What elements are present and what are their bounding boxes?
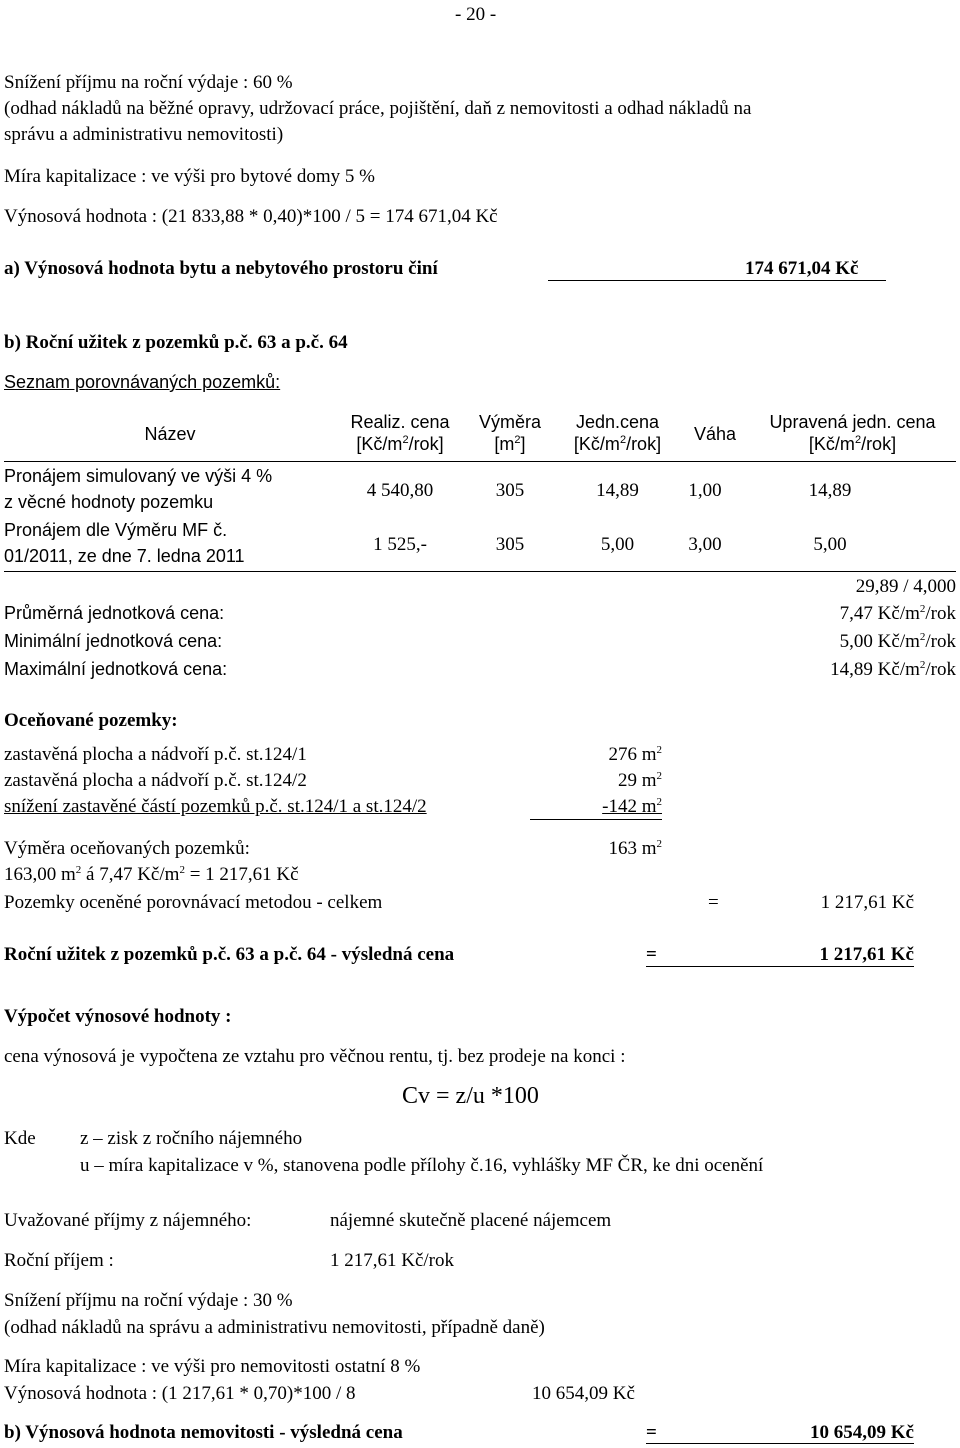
stat-min-label: Minimální jednotková cena: xyxy=(4,631,223,651)
capitalization-rate-line: Míra kapitalizace : ve výši pro bytové domy 5 % xyxy=(4,166,375,187)
section-b-result-value: 1 217,61 Kč xyxy=(819,944,914,965)
page-number: - 20 - xyxy=(455,4,497,25)
result-a-label: a) Výnosová hodnota bytu a nebytového prostoru činí xyxy=(4,258,438,279)
row1-name-line2: z věcné hodnoty pozemku xyxy=(4,492,214,512)
final-result-value: 10 654,09 Kč xyxy=(810,1422,914,1443)
definition-z: z – zisk z ročního nájemného xyxy=(80,1128,303,1149)
row1-realiz: 4 540,80 xyxy=(366,480,434,501)
row1-vymera: 305 xyxy=(495,480,525,501)
table-bottom-rule xyxy=(4,571,956,572)
expense-note-line-2: správu a administrativu nemovitosti) xyxy=(4,124,284,145)
section-b-result-eq: = xyxy=(646,944,657,965)
final-result-eq: = xyxy=(646,1422,657,1443)
comparative-total-value: 1 217,61 Kč xyxy=(820,892,914,913)
rent-income-value: nájemné skutečně placené nájemcem xyxy=(330,1210,612,1231)
yield-value-2-label: Výnosová hodnota : (1 217,61 * 0,70)*100 / 8 xyxy=(4,1383,356,1404)
expense-reduction-line: Snížení příjmu na roční výdaje : 60 % xyxy=(4,72,293,93)
result-a-value: 174 671,04 Kč xyxy=(745,258,859,279)
header-vymera: Výměra $[m^2]$ xyxy=(478,412,541,454)
table-header-rule xyxy=(4,461,956,462)
section-b-heading: b) Roční užitek z pozemků p.č. 63 a p.č. 64 xyxy=(4,332,348,353)
stat-min-value: 5,00 $Kč/m^2$/rok xyxy=(839,631,956,652)
plot2-value: 29 $m^2$ xyxy=(617,770,662,791)
section-b-result-label: Roční užitek z pozemků p.č. 63 a p.č. 64 - výsledná cena xyxy=(4,944,455,965)
yield-calc-heading: Výpočet výnosové hodnoty : xyxy=(4,1006,232,1027)
valued-plots-heading: Oceňované pozemky: xyxy=(4,710,178,731)
plot2-label: zastavěná plocha a nádvoří p.č. st.124/2 xyxy=(4,770,307,791)
row2-jedn: 5,00 xyxy=(600,534,635,555)
where-label: Kde xyxy=(4,1128,36,1149)
expense-reduction-2: Snížení příjmu na roční výdaje : 30 % xyxy=(4,1290,293,1311)
definition-u: u – míra kapitalizace v %, stanovena podle přílohy č.16, vyhlášky MF ČR, ke dni ocenění xyxy=(80,1155,764,1176)
header-jedn: Jedn.cena $[Kč/m^2/rok]$ xyxy=(573,412,662,454)
capitalization-rate-2: Míra kapitalizace : ve výši pro nemovitosti ostatní 8 % xyxy=(4,1356,421,1377)
rent-income-label: Uvažované příjmy z nájemného: xyxy=(4,1210,252,1231)
section-b-result-underline xyxy=(646,966,914,967)
final-result-label: b) Výnosová hodnota nemovitosti - výsledná cena xyxy=(4,1422,403,1443)
stat-max-label: Maximální jednotková cena: xyxy=(4,659,228,679)
yield-calc-intro: cena výnosová je vypočtena ze vztahu pro věčnou rentu, tj. bez prodeje na konci : xyxy=(4,1046,626,1067)
row2-upravena: 5,00 xyxy=(813,534,847,555)
result-a-underline xyxy=(548,280,886,281)
plot1-label: zastavěná plocha a nádvoří p.č. st.124/1 xyxy=(4,744,307,765)
row1-upravena: 14,89 xyxy=(808,480,852,501)
plot3-label: snížení zastavěné částí pozemků p.č. st.124/1 a st.124/2 xyxy=(4,796,427,817)
expense-note-line-1: (odhad nákladů na běžné opravy, udržovací práce, pojištění, daň z nemovitosti a odhad nákladů na xyxy=(4,98,752,119)
plot3-value: -142 $m^2$ xyxy=(602,796,662,817)
yield-formula: Cv = z/u *100 xyxy=(402,1083,539,1109)
header-vaha: Váha xyxy=(693,424,737,444)
compared-plots-title: Seznam porovnávaných pozemků: xyxy=(4,372,281,392)
stat-max-value: 14,89 $Kč/m^2$/rok xyxy=(830,659,956,680)
yield-value-line: Výnosová hodnota : (21 833,88 * 0,40)*100 / 5 = 174 671,04 Kč xyxy=(4,206,498,227)
area-label: Výměra oceňovaných pozemků: xyxy=(4,838,250,859)
stat-avg-label: Průměrná jednotková cena: xyxy=(4,603,225,623)
header-nazev: Název xyxy=(144,424,196,444)
yield-value-2-value: 10 654,09 Kč xyxy=(532,1383,635,1404)
row1-jedn: 14,89 xyxy=(596,480,639,501)
row1-name-line1: Pronájem simulovaný ve výši 4 % xyxy=(4,466,273,486)
area-value: 163 $m^2$ xyxy=(608,838,662,859)
annual-income-label: Roční příjem : xyxy=(4,1250,114,1271)
header-upravena: Upravená jedn. cena $[Kč/m^2/rok]$ xyxy=(769,412,936,454)
header-realiz: Realiz. cena $[Kč/m^2/rok]$ xyxy=(350,412,450,454)
row2-realiz: 1 525,- xyxy=(373,534,427,555)
comparative-total-label: Pozemky oceněné porovnávací metodou - celkem xyxy=(4,892,383,913)
stat-avg-value: 7,47 $Kč/m^2$/rok xyxy=(839,603,956,624)
row2-vaha: 3,00 xyxy=(688,534,722,555)
comparative-total-eq: = xyxy=(708,892,719,913)
expense-note-2: (odhad nákladů na správu a administrativu nemovitosti, případně daně) xyxy=(4,1317,545,1338)
row2-name-line1: Pronájem dle Výměru MF č. xyxy=(4,520,228,540)
row2-name-line2: 01/2011, ze dne 7. ledna 2011 xyxy=(4,546,245,566)
area-calculation: 163,00 $m^2$ á 7,47 $Kč/m^2 = 1$ 217,61 Kč xyxy=(4,864,299,885)
row1-vaha: 1,00 xyxy=(688,480,722,501)
plot1-value: 276 $m^2$ xyxy=(608,744,662,765)
annual-income-value: 1 217,61 Kč/rok xyxy=(330,1250,455,1271)
sum-weights: 29,89 / 4,000 xyxy=(855,576,956,597)
plot3-underline-extension xyxy=(530,819,662,820)
row2-vymera: 305 xyxy=(495,534,525,555)
final-result-underline xyxy=(646,1443,914,1444)
